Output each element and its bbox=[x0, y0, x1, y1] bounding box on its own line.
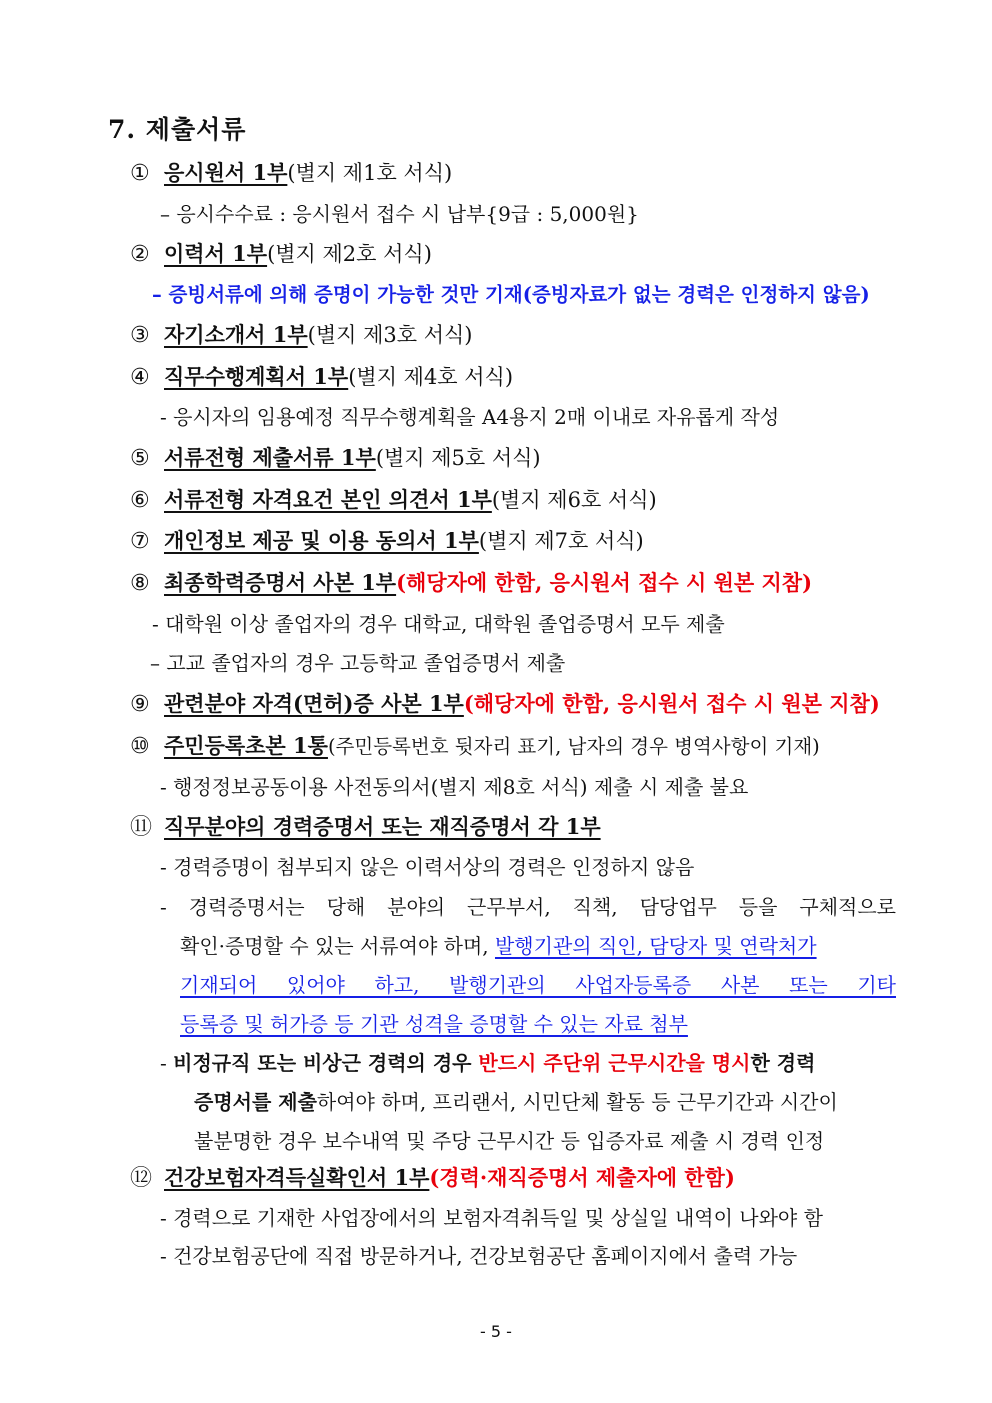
item-2 bbox=[130, 239, 432, 270]
item-11-sub-c-line-3: 불분명한 경우 보수내역 및 주당 근무시간 등 입증자료 제출 시 경력 인정 bbox=[194, 1129, 825, 1153]
item-8 bbox=[130, 568, 812, 599]
item-4-sub: - 응시자의 임용예정 직무수행계획을 A4용지 2매 이내로 자유롭게 작성 bbox=[160, 405, 780, 429]
item-note: (별지 제7호 서식) bbox=[478, 529, 644, 553]
item-note: (경력·재직증명서 제출자에 한함) bbox=[429, 1165, 735, 1190]
item-10 bbox=[130, 731, 820, 762]
item-10-sub: - 행정정보공동이용 사전동의서(별지 제8호 서식) 제출 시 제출 불요 bbox=[160, 775, 749, 799]
item-number: ① bbox=[130, 161, 150, 186]
item-number: ⑪ bbox=[130, 815, 153, 840]
item-8-sub-b: – 고교 졸업자의 경우 고등학교 졸업증명서 제출 bbox=[150, 651, 566, 675]
bold-segment: 증명서를 제출 bbox=[194, 1090, 317, 1114]
item-6 bbox=[130, 485, 657, 516]
text-segment: 확인·증명할 수 있는 서류여야 하며, bbox=[180, 934, 495, 958]
item-heading: 이력서 1부 bbox=[164, 241, 268, 266]
red-segment: 반드시 주단위 근무시간을 명시 bbox=[478, 1051, 751, 1075]
item-heading: 건강보험자격득실확인서 1부 bbox=[164, 1165, 430, 1190]
item-note: (주민등록번호 뒷자리 표기, 남자의 경우 병역사항이 기재) bbox=[327, 735, 820, 758]
item-heading: 관련분야 자격(면허)증 사본 1부 bbox=[164, 691, 464, 716]
item-11-sub-b-line-2 bbox=[180, 931, 896, 961]
dash: - bbox=[160, 1051, 174, 1075]
item-12-sub-b: - 건강보험공단에 직접 방문하거나, 건강보험공단 홈페이지에서 출력 가능 bbox=[160, 1244, 798, 1268]
item-heading: 응시원서 1부 bbox=[164, 160, 288, 185]
item-number: ④ bbox=[130, 365, 150, 390]
item-note: (별지 제6호 서식) bbox=[491, 488, 657, 512]
page-number: - 5 - bbox=[480, 1322, 512, 1341]
item-1-sub: – 응시수수료 : 응시원서 접수 시 납부{9급 : 5,000원} bbox=[160, 202, 639, 226]
item-number: ⑨ bbox=[130, 692, 150, 717]
item-11-sub-c-line-1 bbox=[160, 1048, 815, 1078]
item-note: (해당자에 한함, 응시원서 접수 시 원본 지참) bbox=[396, 570, 813, 595]
item-2-sub: – 증빙서류에 의해 증명이 가능한 것만 기재(증빙자료가 없는 경력은 인정하지 않음) bbox=[152, 283, 870, 306]
item-heading: 직무수행계획서 1부 bbox=[164, 364, 349, 389]
item-4 bbox=[130, 362, 513, 393]
item-heading: 서류전형 자격요건 본인 의견서 1부 bbox=[164, 487, 492, 512]
item-number: ⑦ bbox=[130, 529, 150, 554]
item-heading: 자기소개서 1부 bbox=[164, 322, 308, 347]
item-number: ⑤ bbox=[130, 446, 150, 471]
item-3 bbox=[130, 320, 472, 351]
item-heading: 최종학력증명서 사본 1부 bbox=[164, 570, 397, 595]
item-heading: 개인정보 제공 및 이용 동의서 1부 bbox=[164, 528, 479, 553]
item-5 bbox=[130, 443, 541, 474]
item-note: (별지 제1호 서식) bbox=[287, 161, 453, 185]
item-number: ⑥ bbox=[130, 488, 150, 513]
item-9 bbox=[130, 689, 880, 720]
item-11-sub-b-line-4: 등록증 및 허가증 등 기관 성격을 증명할 수 있는 자료 첨부 bbox=[180, 1012, 688, 1036]
text-segment: 하여야 하며, 프리랜서, 시민단체 활동 등 근무기간과 시간이 bbox=[316, 1090, 838, 1114]
item-12 bbox=[130, 1163, 735, 1194]
item-7 bbox=[130, 526, 644, 557]
item-11-sub-c-line-2 bbox=[194, 1087, 838, 1117]
item-1 bbox=[130, 158, 452, 189]
item-note: (별지 제2호 서식) bbox=[267, 242, 432, 266]
item-11-sub-a: - 경력증명이 첨부되지 않은 이력서상의 경력은 인정하지 않음 bbox=[160, 855, 695, 879]
item-12-sub-a: - 경력으로 기재한 사업장에서의 보험자격취득일 및 상실일 내역이 나와야 함 bbox=[160, 1206, 823, 1230]
item-number: ⑧ bbox=[130, 571, 150, 596]
item-note: (해당자에 한함, 응시원서 접수 시 원본 지참) bbox=[463, 691, 880, 716]
item-note: (별지 제4호 서식) bbox=[348, 365, 514, 389]
item-number: ③ bbox=[130, 323, 150, 348]
item-number: ⑩ bbox=[130, 734, 150, 759]
bold-segment: 한 경력 bbox=[750, 1051, 816, 1075]
item-11-sub-b-line-1: - 경력증명서는 당해 분야의 근무부서, 직책, 담당업무 등을 구체적으로 bbox=[160, 895, 896, 919]
highlight-segment: 발행기관의 직인, 담당자 및 연락처가 bbox=[494, 934, 817, 958]
item-11 bbox=[130, 812, 601, 843]
item-note: (별지 제5호 서식) bbox=[375, 446, 541, 470]
section-title: 7. 제출서류 bbox=[108, 115, 247, 144]
item-11-sub-b-line-3: 기재되어 있어야 하고, 발행기관의 사업자등록증 사본 또는 기타 bbox=[180, 973, 896, 997]
item-8-sub-a: - 대학원 이상 졸업자의 경우 대학교, 대학원 졸업증명서 모두 제출 bbox=[152, 612, 725, 636]
bold-segment: 비정규직 또는 비상근 경력의 경우 bbox=[173, 1051, 479, 1075]
item-number: ⑫ bbox=[130, 1166, 153, 1191]
item-heading: 주민등록초본 1통 bbox=[164, 733, 328, 758]
item-heading: 직무분야의 경력증명서 또는 재직증명서 각 1부 bbox=[164, 814, 601, 839]
item-note: (별지 제3호 서식) bbox=[307, 323, 473, 347]
item-number: ② bbox=[130, 242, 150, 267]
item-heading: 서류전형 제출서류 1부 bbox=[164, 445, 376, 470]
